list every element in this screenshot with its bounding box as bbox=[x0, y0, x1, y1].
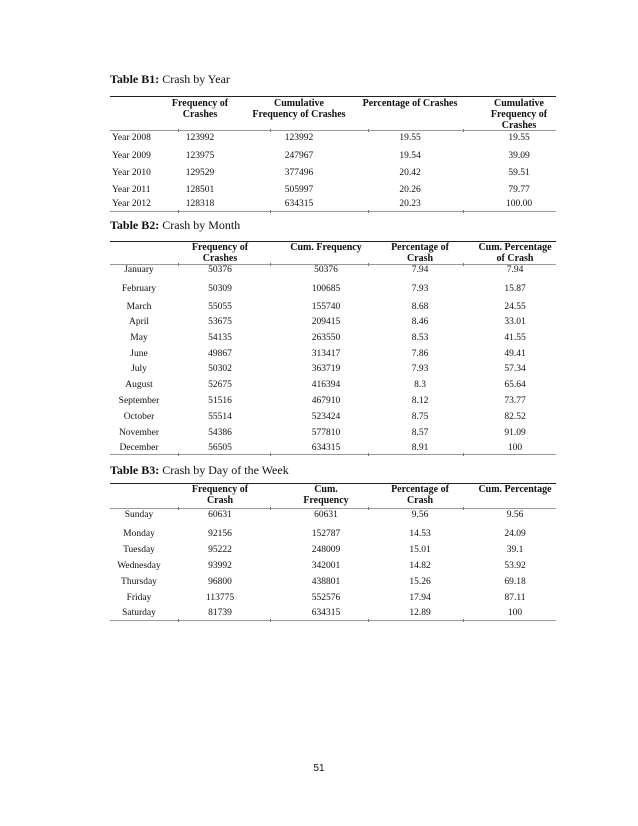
table-cell: 100 bbox=[507, 608, 523, 618]
column-header: Cum. Frequency bbox=[290, 242, 362, 253]
column-header: Percentage of Crash bbox=[391, 484, 449, 506]
table-cell: 7.93 bbox=[411, 364, 429, 374]
table-cell: 20.23 bbox=[399, 199, 421, 209]
table-cell: 7.93 bbox=[411, 284, 429, 294]
column-tick bbox=[368, 210, 369, 213]
column-tick bbox=[270, 453, 271, 456]
table-cell: 96800 bbox=[208, 577, 232, 587]
table-bottom-rule bbox=[110, 620, 556, 621]
table-cell: 129529 bbox=[185, 168, 215, 178]
row-label: February bbox=[121, 284, 157, 294]
table-cell: 523424 bbox=[311, 412, 341, 422]
table-cell: 8.68 bbox=[411, 302, 429, 312]
table-cell: 24.55 bbox=[504, 302, 526, 312]
table-cell: 8.75 bbox=[411, 412, 429, 422]
table-cell: 49.41 bbox=[504, 349, 526, 359]
table-caption: Crash by Day of the Week bbox=[159, 463, 289, 477]
column-header: Frequency of Crashes bbox=[171, 98, 229, 120]
column-tick bbox=[178, 263, 179, 266]
table-cell: 19.55 bbox=[399, 133, 421, 143]
table-cell: 20.42 bbox=[399, 168, 421, 178]
table-cell: 14.53 bbox=[409, 529, 431, 539]
table-cell: 50376 bbox=[314, 265, 338, 275]
table-title bbox=[110, 218, 240, 233]
column-tick bbox=[463, 263, 464, 266]
table-cell: 248009 bbox=[311, 545, 341, 555]
table-cell: 577810 bbox=[311, 428, 341, 438]
table-cell: 123992 bbox=[185, 133, 215, 143]
table-cell: 152787 bbox=[311, 529, 341, 539]
table-cell: 8.91 bbox=[411, 443, 429, 453]
column-header: Cum. Frequency bbox=[303, 484, 349, 506]
table-cell: 7.94 bbox=[411, 265, 429, 275]
table-cell: 8.57 bbox=[411, 428, 429, 438]
table-cell: 12.89 bbox=[409, 608, 431, 618]
row-label: Year 2008 bbox=[112, 133, 151, 143]
table-cell: 53675 bbox=[208, 317, 232, 327]
table-cell: 123975 bbox=[185, 151, 215, 161]
table-header-rule bbox=[110, 508, 556, 509]
row-label: June bbox=[130, 349, 148, 359]
table-cell: 87.11 bbox=[504, 593, 526, 603]
table-cell: 416394 bbox=[311, 380, 341, 390]
table-caption: Crash by Year bbox=[159, 72, 230, 86]
column-tick bbox=[178, 210, 179, 213]
row-label: January bbox=[124, 265, 154, 275]
table-cell: 552576 bbox=[311, 593, 341, 603]
table-cell: 342001 bbox=[311, 561, 341, 571]
table-cell: 209415 bbox=[311, 317, 341, 327]
table-cell: 19.55 bbox=[508, 133, 530, 143]
table-cell: 123992 bbox=[284, 133, 314, 143]
table-cell: 634315 bbox=[311, 443, 341, 453]
table-caption: Crash by Month bbox=[159, 218, 241, 232]
column-tick bbox=[270, 263, 271, 266]
column-tick bbox=[463, 619, 464, 622]
table-cell: 54135 bbox=[208, 333, 232, 343]
table-cell: 57.34 bbox=[504, 364, 526, 374]
row-label: Sunday bbox=[124, 510, 154, 520]
table-cell: 49867 bbox=[208, 349, 232, 359]
table-cell: 51516 bbox=[208, 396, 232, 406]
table-cell: 15.87 bbox=[504, 284, 526, 294]
table-cell: 467910 bbox=[311, 396, 341, 406]
table-cell: 155740 bbox=[311, 302, 341, 312]
table-cell: 79.77 bbox=[508, 185, 530, 195]
column-tick bbox=[368, 619, 369, 622]
column-tick bbox=[178, 129, 179, 132]
column-tick bbox=[178, 507, 179, 510]
table-cell: 60631 bbox=[208, 510, 232, 520]
table-cell: 505997 bbox=[284, 185, 314, 195]
page-number: 51 bbox=[313, 763, 325, 774]
column-header: Cumulative Frequency of Crashes bbox=[252, 98, 346, 120]
table-cell: 41.55 bbox=[504, 333, 526, 343]
column-header: Percentage of Crashes bbox=[362, 98, 458, 109]
table-cell: 59.51 bbox=[508, 168, 530, 178]
row-label: August bbox=[125, 380, 153, 390]
table-cell: 100685 bbox=[311, 284, 341, 294]
column-tick bbox=[463, 507, 464, 510]
row-label: Year 2011 bbox=[112, 185, 151, 195]
row-label: May bbox=[130, 333, 148, 343]
table-cell: 53.92 bbox=[504, 561, 526, 571]
table-cell: 17.94 bbox=[409, 593, 431, 603]
column-tick bbox=[178, 619, 179, 622]
table-cell: 128501 bbox=[185, 185, 215, 195]
table-cell: 7.86 bbox=[411, 349, 429, 359]
row-label: October bbox=[123, 412, 155, 422]
table-cell: 92156 bbox=[208, 529, 232, 539]
table-cell: 73.77 bbox=[504, 396, 526, 406]
table-cell: 82.52 bbox=[504, 412, 526, 422]
table-top-rule bbox=[110, 96, 556, 97]
table-cell: 634315 bbox=[311, 608, 341, 618]
row-label: Monday bbox=[123, 529, 155, 539]
table-label: Table B1: bbox=[110, 72, 160, 86]
table-cell: 54386 bbox=[208, 428, 232, 438]
column-tick bbox=[178, 453, 179, 456]
table-bottom-rule bbox=[110, 211, 556, 212]
table-cell: 20.26 bbox=[399, 185, 421, 195]
table-cell: 60631 bbox=[314, 510, 338, 520]
column-tick bbox=[368, 129, 369, 132]
table-cell: 95222 bbox=[208, 545, 232, 555]
row-label: Friday bbox=[126, 593, 152, 603]
table-cell: 50302 bbox=[208, 364, 232, 374]
table-cell: 113775 bbox=[205, 593, 235, 603]
table-cell: 377496 bbox=[284, 168, 314, 178]
table-cell: 55055 bbox=[208, 302, 232, 312]
table-cell: 247967 bbox=[284, 151, 314, 161]
row-label: July bbox=[131, 364, 147, 374]
table-cell: 39.1 bbox=[506, 545, 524, 555]
row-label: Year 2012 bbox=[112, 199, 151, 209]
table-cell: 8.53 bbox=[411, 333, 429, 343]
row-label: November bbox=[118, 428, 160, 438]
table-cell: 39.09 bbox=[508, 151, 530, 161]
table-cell: 634315 bbox=[284, 199, 314, 209]
table-cell: 8.3 bbox=[414, 380, 426, 390]
table-cell: 81739 bbox=[208, 608, 232, 618]
table-cell: 15.01 bbox=[409, 545, 431, 555]
column-tick bbox=[463, 453, 464, 456]
row-label: Saturday bbox=[122, 608, 156, 618]
table-cell: 65.64 bbox=[504, 380, 526, 390]
table-title bbox=[110, 72, 230, 87]
row-label: Year 2009 bbox=[112, 151, 151, 161]
table-cell: 100 bbox=[507, 443, 523, 453]
column-header: Frequency of Crash bbox=[191, 484, 249, 506]
table-cell: 50309 bbox=[208, 284, 232, 294]
table-cell: 93992 bbox=[208, 561, 232, 571]
table-cell: 100.00 bbox=[505, 199, 533, 209]
column-tick bbox=[463, 210, 464, 213]
table-cell: 363719 bbox=[311, 364, 341, 374]
column-tick bbox=[270, 507, 271, 510]
column-header: Cum. Percentage of Crash bbox=[478, 242, 552, 264]
table-cell: 7.94 bbox=[506, 265, 524, 275]
table-cell: 55514 bbox=[208, 412, 232, 422]
table-cell: 50376 bbox=[208, 265, 232, 275]
row-label: April bbox=[128, 317, 150, 327]
table-label: Table B2: bbox=[110, 218, 160, 232]
table-cell: 8.46 bbox=[411, 317, 429, 327]
table-cell: 56505 bbox=[208, 443, 232, 453]
table-cell: 91.09 bbox=[504, 428, 526, 438]
table-label: Table B3: bbox=[110, 463, 160, 477]
table-cell: 263550 bbox=[311, 333, 341, 343]
table-cell: 9.56 bbox=[506, 510, 524, 520]
table-cell: 15.26 bbox=[409, 577, 431, 587]
row-label: September bbox=[118, 396, 160, 406]
table-cell: 9.56 bbox=[411, 510, 429, 520]
column-tick bbox=[270, 619, 271, 622]
table-cell: 313417 bbox=[311, 349, 341, 359]
column-header: Cumulative Frequency of Crashes bbox=[490, 98, 548, 131]
table-bottom-rule bbox=[110, 454, 556, 455]
column-tick bbox=[270, 210, 271, 213]
table-cell: 8.12 bbox=[411, 396, 429, 406]
row-label: March bbox=[126, 302, 152, 312]
row-label: Wednesday bbox=[117, 561, 161, 571]
table-cell: 19.54 bbox=[399, 151, 421, 161]
table-cell: 438801 bbox=[311, 577, 341, 587]
table-cell: 24.09 bbox=[504, 529, 526, 539]
row-label: December bbox=[119, 443, 159, 453]
column-header: Cum. Percentage bbox=[478, 484, 552, 495]
column-tick bbox=[463, 129, 464, 132]
row-label: Thursday bbox=[121, 577, 157, 587]
table-cell: 52675 bbox=[208, 380, 232, 390]
row-label: Tuesday bbox=[123, 545, 155, 555]
column-tick bbox=[270, 129, 271, 132]
table-cell: 69.18 bbox=[504, 577, 526, 587]
column-header: Frequency of Crashes bbox=[191, 242, 249, 264]
table-cell: 128318 bbox=[185, 199, 215, 209]
column-tick bbox=[368, 453, 369, 456]
table-title bbox=[110, 463, 289, 478]
column-header: Percentage of Crash bbox=[391, 242, 449, 264]
table-cell: 14.82 bbox=[409, 561, 431, 571]
table-cell: 33.01 bbox=[504, 317, 526, 327]
row-label: Year 2010 bbox=[112, 168, 151, 178]
